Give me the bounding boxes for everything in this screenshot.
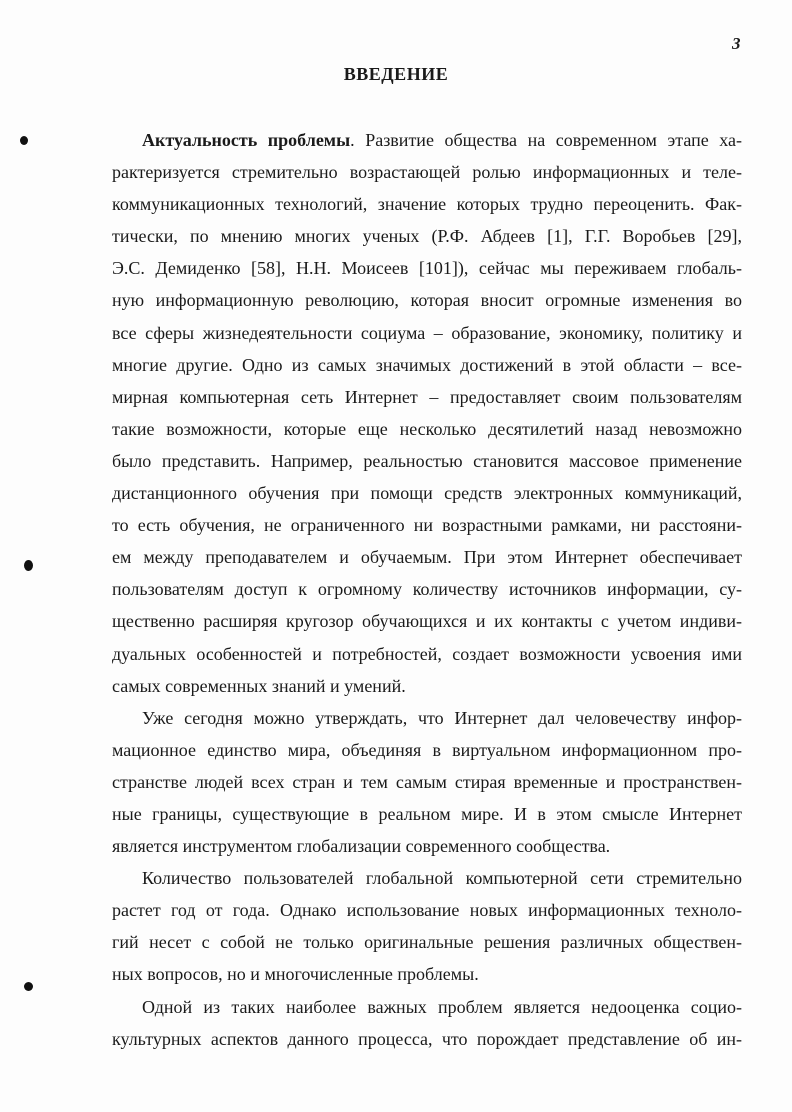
text-line: гий несет с собой не только оригинальные решения различных обществен- <box>112 932 742 953</box>
text-line: ных вопросов, но и многочисленные проблемы. <box>112 964 479 985</box>
text-line: рактеризуется стремительно возрастающей ролью информационных и теле- <box>112 162 742 183</box>
text-line: странстве людей всех стран и тем самым стирая временные и пространствен- <box>112 771 742 792</box>
margin-dot-mark <box>24 560 33 571</box>
text-line: многие другие. Одно из самых значимых достижений в этой области – все- <box>112 354 742 375</box>
margin-dot-mark <box>24 982 33 991</box>
margin-dot-mark <box>20 136 28 145</box>
text-line: Актуальность проблемы. Развитие общества на современном этапе ха- <box>142 130 742 150</box>
text-line: тически, по мнению многих ученых (Р.Ф. Абдеев [1], Г.Г. Воробьев [29], <box>112 226 742 247</box>
text-line: то есть обучения, не ограниченного ни возрастными рамками, ни расстояни- <box>112 515 742 536</box>
text-line: культурных аспектов данного процесса, что порождает представление об ин- <box>112 1028 742 1049</box>
page-title: ВВЕДЕНИЕ <box>343 64 449 84</box>
text-line: мационное единство мира, объединяя в виртуальном информационном про- <box>112 739 742 760</box>
text-line: Уже сегодня можно утверждать, что Интернет дал человечеству инфор- <box>142 707 742 728</box>
text-line: Э.С. Демиденко [58], Н.Н. Моисеев [101]), сейчас мы переживаем глобаль- <box>112 258 742 279</box>
text-line: является инструментом глобализации современного сообщества. <box>112 836 611 857</box>
text-line: было представить. Например, реальностью становится массовое применение <box>112 450 742 471</box>
paragraph-lead: Актуальность проблемы <box>142 130 351 150</box>
text-line: ем между преподавателем и обучаемым. При этом Интернет обеспечивает <box>112 547 742 568</box>
text-line: Одной из таких наиболее важных проблем является недооценка социо- <box>142 996 742 1017</box>
text-line: дистанционного обучения при помощи средств электронных коммуникаций, <box>112 483 742 504</box>
text-line: пользователям доступ к огромному количеству источников информации, су- <box>112 579 742 600</box>
body-text <box>112 124 742 1055</box>
text-line: все сферы жизнедеятельности социума – образование, экономику, политику и <box>112 322 742 343</box>
text-line: ные границы, существующие в реальном мире. И в этом смысле Интернет <box>112 803 742 824</box>
text-line: растет год от года. Однако использование новых информационных техноло- <box>112 900 742 921</box>
text-line: ную информационную революцию, которая вносит огромные изменения во <box>112 290 742 311</box>
text-line: щественно расширяя кругозор обучающихся и их контакты с учетом индиви- <box>112 611 742 632</box>
text-line: самых современных знаний и умений. <box>112 675 406 696</box>
text-line: дуальных особенностей и потребностей, создает возможности усвоения ими <box>112 643 742 664</box>
text-line: мирная компьютерная сеть Интернет – предоставляет своим пользователям <box>112 386 742 407</box>
page-number: 3 <box>732 34 741 53</box>
text-line: такие возможности, которые еще несколько десятилетий назад невозможно <box>112 418 742 439</box>
text-line: Количество пользователей глобальной компьютерной сети стремительно <box>142 868 742 889</box>
text-line: коммуникационных технологий, значение которых трудно переоценить. Фак- <box>112 194 742 215</box>
